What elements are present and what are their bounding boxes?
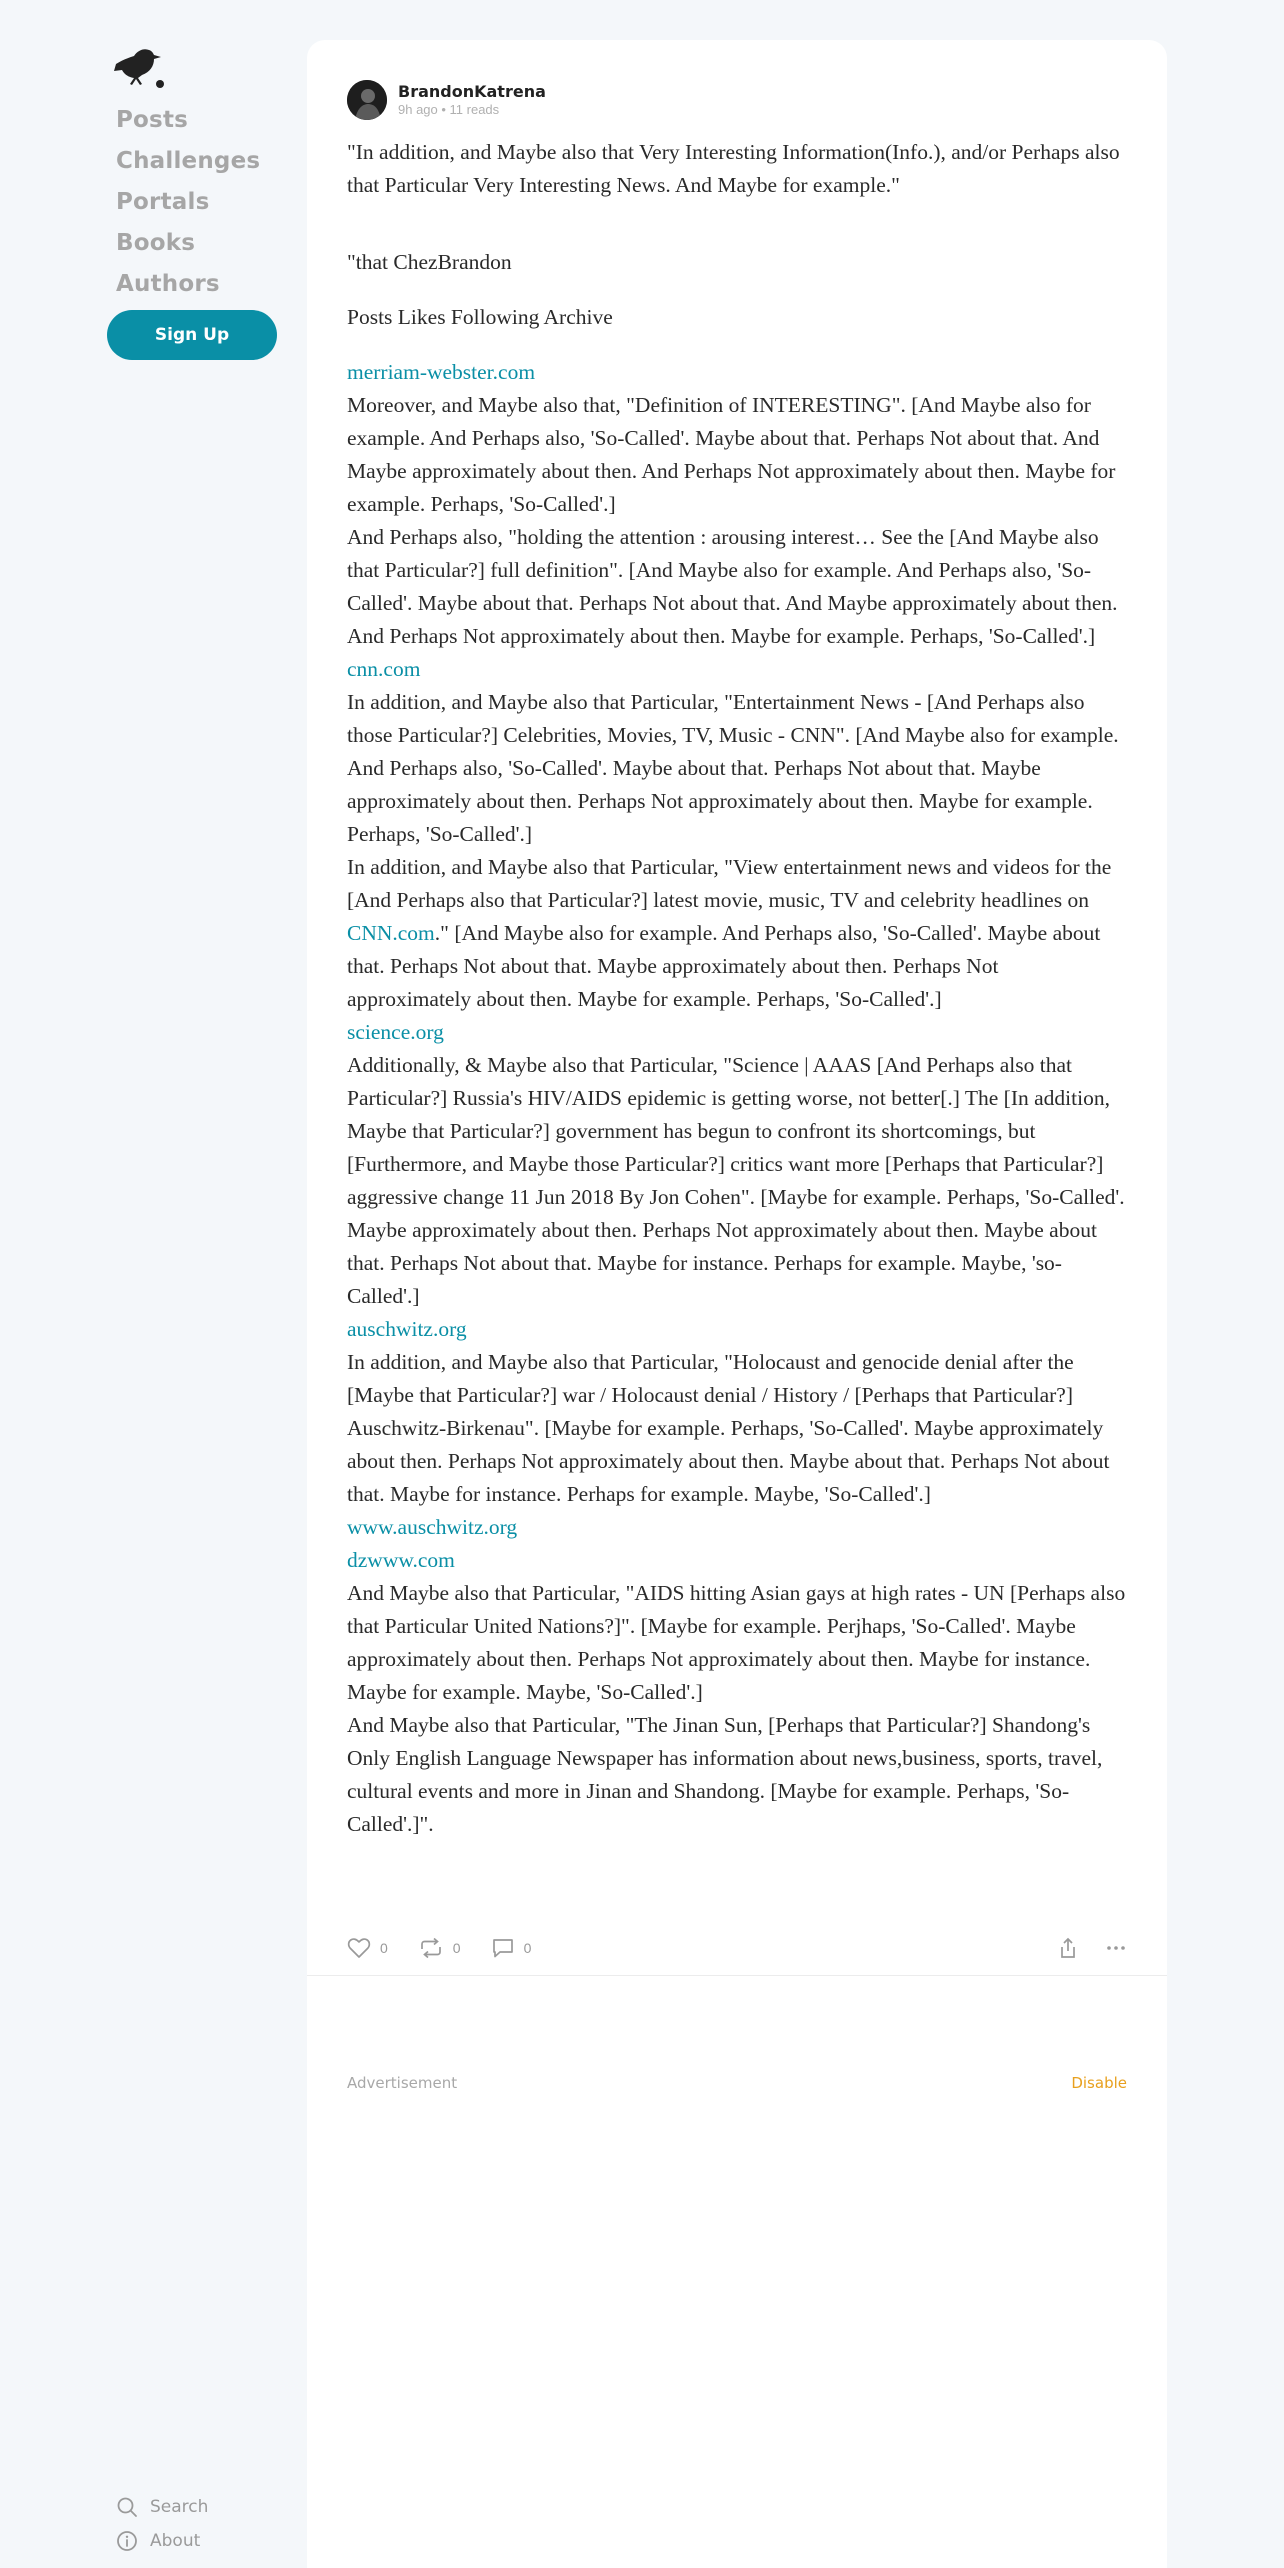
post-actions-right — [1057, 1936, 1127, 1960]
post-signature: "that ChezBrandon — [347, 250, 512, 274]
post-body — [347, 136, 1127, 1841]
advertisement-bar — [347, 2074, 1127, 2092]
post-actions — [347, 1928, 1127, 1968]
post-tabs-line: Posts Likes Following Archive — [347, 305, 613, 329]
divider — [307, 1975, 1167, 1976]
paragraph-8: And Maybe also that Particular, "The Jinan Sun, [Perhaps that Particular?] Shandong's Only English Language Newspaper has information about news,business, sports, travel, cultural events and more in Jinan and Shandong. [Maybe for example. Perhaps, 'So-Called'.]". — [347, 1713, 1103, 1836]
repost-button[interactable] — [418, 1937, 461, 1959]
search-icon — [116, 2496, 138, 2518]
post-intro: "In addition, and Maybe also that Very Interesting Information(Info.), and/or Perhaps also that Particular Very Interesting News. And Maybe for example." — [347, 140, 1120, 197]
source-link-www-auschwitz[interactable]: www.auschwitz.org — [347, 1515, 518, 1539]
nav-books[interactable]: Books — [116, 230, 196, 256]
source-link-merriam-webster[interactable]: merriam-webster.com — [347, 360, 536, 384]
paragraph-1: Moreover, and Maybe also that, "Definition of INTERESTING". [And Maybe also for example. And Perhaps also, 'So-Called'. Maybe about that. Perhaps Not about that. And Maybe approximately about then. And Perhaps Not approximately about then. Maybe for example. Perhaps, 'So-Called'.] — [347, 393, 1116, 516]
author-block[interactable] — [347, 80, 546, 120]
like-button[interactable] — [347, 1937, 388, 1959]
advertisement-label: Advertisement — [347, 2074, 458, 2092]
nav-authors[interactable]: Authors — [116, 271, 220, 297]
post-card — [307, 40, 1167, 2568]
post-meta: 9h ago • 11 reads — [398, 102, 500, 117]
comment-count: 0 — [523, 1940, 532, 1956]
comment-icon — [491, 1937, 515, 1959]
paragraph-4-part-a: In addition, and Maybe also that Particular, "View entertainment news and videos for the [And Perhaps also that Particular?] latest movie, music, TV and celebrity headlines on — [347, 855, 1112, 912]
nav-portals[interactable]: Portals — [116, 189, 210, 215]
avatar[interactable] — [347, 80, 387, 120]
sidebar — [106, 40, 286, 2568]
repost-count: 0 — [452, 1940, 461, 1956]
disable-ads-link[interactable]: Disable — [1071, 2074, 1127, 2092]
like-count: 0 — [380, 1940, 388, 1956]
about-link[interactable] — [116, 2524, 208, 2558]
info-icon — [116, 2530, 138, 2552]
source-link-cnn[interactable]: cnn.com — [347, 657, 421, 681]
search-label: Search — [150, 2497, 209, 2517]
main-nav — [116, 100, 260, 305]
nav-challenges[interactable]: Challenges — [116, 148, 261, 174]
more-options-icon[interactable] — [1105, 1936, 1127, 1960]
paragraph-5: Additionally, & Maybe also that Particular, "Science | AAAS [And Perhaps also that Particular?] Russia's HIV/AIDS epidemic is getting worse, not better[.] The [In addition, Maybe that Particular?] government has begun to confront its shortcomings, but [Furthermore, and Maybe those Particular?] critics want more [Perhaps that Particular?] aggressive change 11 Jun 2018 By Jon Cohen". [Maybe for example. Perhaps, 'So-Called'. Maybe approximately about then. Perhaps Not approximately about then. Maybe about that. Perhaps Not about that. Maybe for instance. Perhaps for example. Maybe, 'so-Called'.] — [347, 1053, 1125, 1308]
source-link-auschwitz[interactable]: auschwitz.org — [347, 1317, 467, 1341]
paragraph-2: And Perhaps also, "holding the attention : arousing interest… See the [And Maybe also that Particular?] full definition". [And Maybe also for example. And Perhaps also, 'So-Called'. Maybe about that. Perhaps Not about that. And Maybe approximately about then. And Perhaps Not approximately about then. Maybe for example. Perhaps, 'So-Called'.] — [347, 525, 1118, 648]
search-link[interactable] — [116, 2490, 208, 2524]
repost-icon — [418, 1937, 444, 1959]
inline-link-cnn[interactable]: CNN.com — [347, 921, 435, 945]
sidebar-footer — [116, 2490, 208, 2558]
paragraph-6: In addition, and Maybe also that Particular, "Holocaust and genocide denial after the [Maybe that Particular?] war / Holocaust denial / History / [Perhaps that Particular?] Auschwitz-Birkenau". [Maybe for example. Perhaps, 'So-Called'. Maybe approximately about then. Perhaps Not approximately about then. Maybe about that. Perhaps Not about that. Maybe for instance. Perhaps for example. Maybe, 'So-Called'.] — [347, 1350, 1110, 1506]
sign-up-button[interactable]: Sign Up — [107, 310, 277, 360]
author-name[interactable]: BrandonKatrena — [398, 82, 546, 101]
paragraph-4-part-b: ." [And Maybe also for example. And Perhaps also, 'So-Called'. Maybe about that. Perhaps Not about that. Maybe approximately about then. Perhaps Not approximately about then. Maybe for example. Perhaps, 'So-Called'.] — [347, 921, 1101, 1011]
crow-logo-icon[interactable] — [112, 44, 168, 90]
share-icon[interactable] — [1057, 1936, 1079, 1960]
nav-posts[interactable]: Posts — [116, 107, 189, 133]
heart-icon — [347, 1937, 371, 1959]
paragraph-7: And Maybe also that Particular, "AIDS hitting Asian gays at high rates - UN [Perhaps also that Particular United Nations?]". [Maybe for example. Perjhaps, 'So-Called'. Maybe approximately about then. Perhaps Not approximately about then. Maybe for instance. Maybe for example. Maybe, 'So-Called'.] — [347, 1581, 1126, 1704]
paragraph-4 — [347, 851, 1127, 1016]
source-link-science[interactable]: science.org — [347, 1020, 444, 1044]
paragraph-3: In addition, and Maybe also that Particular, "Entertainment News - [And Perhaps also those Particular?] Celebrities, Movies, TV, Music - CNN". [And Maybe also for example. And Perhaps also, 'So-Called'. Maybe about that. Perhaps Not about that. Maybe approximately about then. Perhaps Not approximately about then. Maybe for example. Perhaps, 'So-Called'.] — [347, 690, 1119, 846]
comment-button[interactable] — [491, 1937, 532, 1959]
source-link-dzwww[interactable]: dzwww.com — [347, 1548, 455, 1572]
about-label: About — [150, 2531, 201, 2551]
